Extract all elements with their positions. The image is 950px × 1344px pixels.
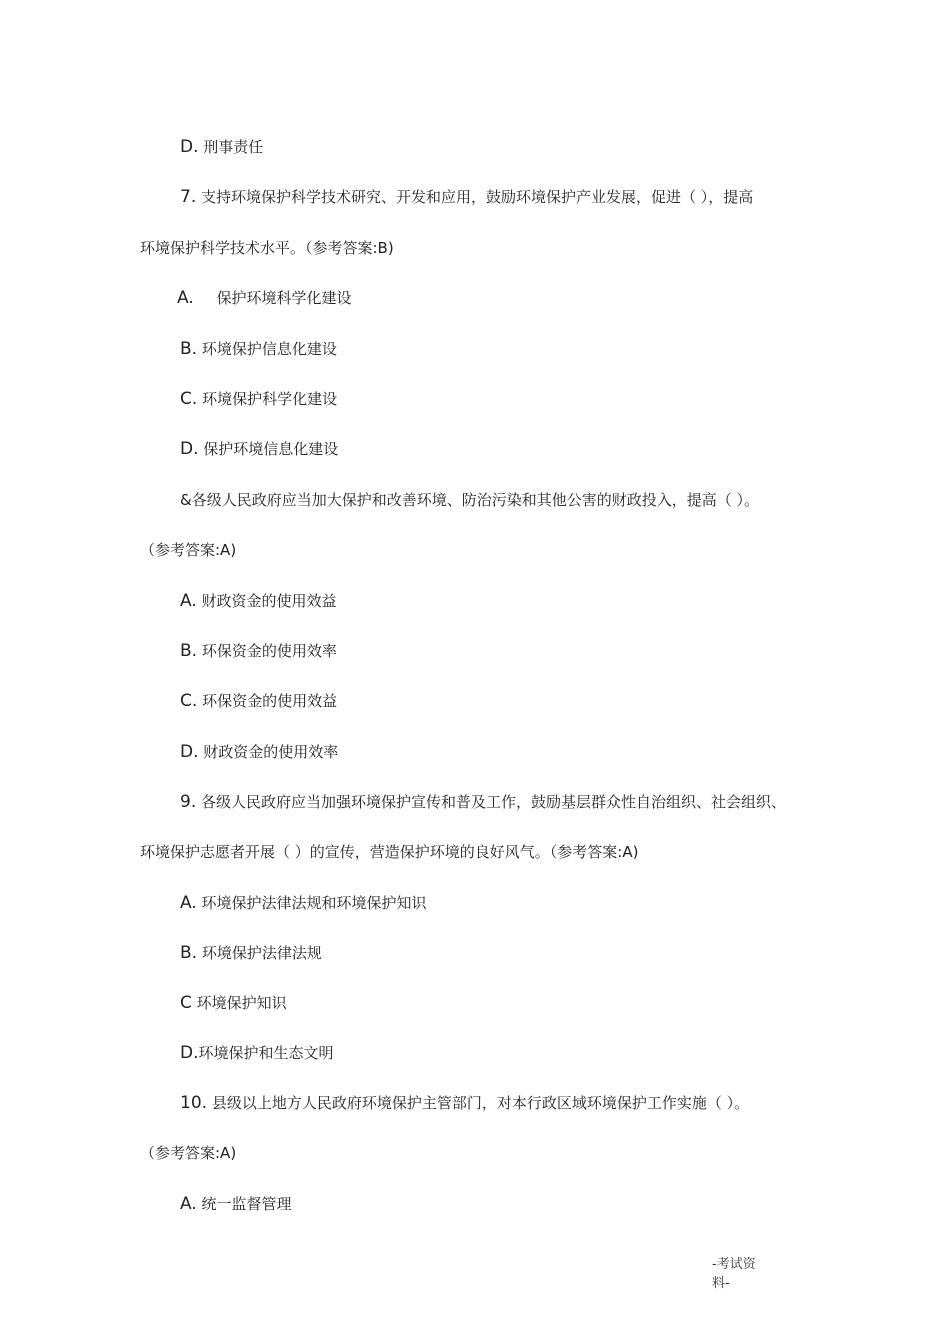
option-label: A. bbox=[177, 288, 194, 308]
question-text: 各级人民政府应当加强环境保护宣传和普及工作，鼓励基层群众性自治组织、社会组织、 bbox=[201, 793, 787, 811]
q9-option-d bbox=[180, 1042, 334, 1064]
q8-option-d bbox=[180, 741, 338, 763]
option-label: C. bbox=[180, 389, 198, 409]
option-label: B. bbox=[180, 641, 198, 661]
option-text: 统一监督管理 bbox=[201, 1195, 292, 1213]
option-text: 保护环境科学化建设 bbox=[216, 289, 352, 307]
option-label: D. bbox=[180, 1043, 199, 1063]
question-number: 10. bbox=[180, 1093, 208, 1113]
question-8-line-1: &各级人民政府应当加大保护和改善环境、防治污染和其他公害的财政投入，提高（ ）。 bbox=[180, 491, 759, 509]
question-7-line-1 bbox=[180, 186, 753, 208]
question-10-line-1 bbox=[180, 1092, 749, 1114]
option-label: C. bbox=[180, 691, 198, 711]
footer-line-2: 料- bbox=[712, 1276, 730, 1291]
option-text: 环境保护知识 bbox=[196, 994, 287, 1012]
option-label: D. bbox=[180, 439, 199, 459]
option-text: 环境保护和生态文明 bbox=[198, 1044, 334, 1062]
option-text: 环境保护法律法规 bbox=[201, 944, 322, 962]
question-10-line-2: （参考答案:A) bbox=[140, 1144, 237, 1162]
option-text: 保护环境信息化建设 bbox=[203, 440, 339, 458]
q8-option-a bbox=[180, 590, 337, 612]
q8-option-c bbox=[180, 690, 337, 712]
option-label: C bbox=[180, 993, 192, 1013]
q9-option-a bbox=[180, 892, 427, 914]
footer-line-1: -考试资 bbox=[712, 1257, 756, 1272]
question-text: 县级以上地方人民政府环境保护主管部门，对本行政区域环境保护工作实施（ ）。 bbox=[211, 1094, 750, 1112]
question-number: 9. bbox=[180, 792, 197, 812]
q6-option-d bbox=[180, 136, 263, 158]
q7-option-b bbox=[180, 338, 337, 360]
option-text: 环境保护信息化建设 bbox=[201, 340, 337, 358]
q7-option-a bbox=[177, 287, 352, 309]
option-label: A. bbox=[180, 893, 197, 913]
option-text: 刑事责任 bbox=[203, 138, 264, 156]
option-text: 环境保护科学化建设 bbox=[202, 390, 338, 408]
question-text: 支持环境保护科学技术研究、开发和应用，鼓励环境保护产业发展，促进（ ），提高 bbox=[201, 188, 754, 206]
option-label: A. bbox=[180, 1194, 197, 1214]
question-9-line-1 bbox=[180, 791, 786, 813]
option-text: 财政资金的使用效益 bbox=[201, 592, 337, 610]
option-label: B. bbox=[180, 943, 198, 963]
option-label: D. bbox=[180, 742, 199, 762]
option-text: 环境保护法律法规和环境保护知识 bbox=[201, 894, 427, 912]
option-text: 财政资金的使用效率 bbox=[203, 743, 339, 761]
option-label: A. bbox=[180, 591, 197, 611]
page-footer bbox=[712, 1255, 756, 1293]
question-number: 7. bbox=[180, 187, 197, 207]
q8-option-b bbox=[180, 640, 337, 662]
q7-option-d bbox=[180, 438, 338, 460]
q9-option-c bbox=[180, 992, 287, 1014]
option-text: 环保资金的使用效益 bbox=[202, 692, 338, 710]
q9-option-b bbox=[180, 942, 322, 964]
option-label: B. bbox=[180, 339, 198, 359]
q10-option-a bbox=[180, 1193, 292, 1215]
option-text: 环保资金的使用效率 bbox=[201, 642, 337, 660]
question-9-line-2: 环境保护志愿者开展（ ）的宣传，营造保护环境的良好风气。（参考答案:A) bbox=[140, 843, 639, 861]
q7-option-c bbox=[180, 388, 337, 410]
option-label: D. bbox=[180, 137, 199, 157]
question-8-line-2: （参考答案:A) bbox=[140, 541, 237, 559]
question-7-line-2: 环境保护科学技术水平。（参考答案:B) bbox=[140, 239, 394, 257]
